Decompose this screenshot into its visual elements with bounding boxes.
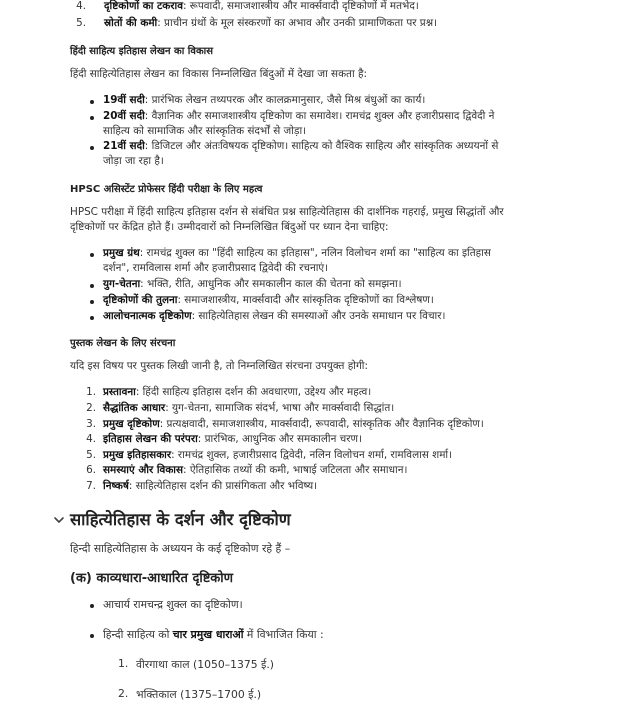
list-item: दृष्टिकोणों का टकराव: रूपवादी, समाजशास्त्रीय और मार्क्सवादी दृष्टिकोणों में मतभेद।	[104, 0, 419, 12]
bullet	[90, 253, 94, 257]
list-item-continuation: दर्शन", रामविलास शर्मा और हजारीप्रसाद द्विवेदी की रचनाएं।	[103, 262, 329, 274]
list-item: इतिहास लेखन की परंपरा: प्रारंभिक, आधुनिक और समकालीन चरण।	[103, 433, 362, 445]
section-heading: हिंदी साहित्य इतिहास लेखन का विकास	[70, 46, 213, 57]
paragraph: दृष्टिकोणों पर केंद्रित होते हैं। उम्मीदवारों को निम्नलिखित बिंदुओं पर ध्यान देना चाहिए:	[70, 221, 389, 233]
bullet	[90, 146, 94, 150]
list-number: 1.	[118, 657, 129, 670]
list-item: समस्याएं और विकास: ऐतिहासिक तथ्यों की कमी, भाषाई जटिलता और समाधान।	[103, 464, 408, 476]
bullet	[90, 100, 94, 104]
list-item-continuation: साहित्य को सामाजिक और सांस्कृतिक संदर्भों से जोड़ा।	[103, 125, 307, 137]
list-item: प्रमुख दृष्टिकोण: प्रत्यक्षवादी, समाजशास्त्रीय, मार्क्सवादी, रूपवादी, सांस्कृतिक और वैज्ञानिक दृष्टिकोण।	[103, 418, 484, 430]
list-number: 2.	[118, 687, 129, 700]
list-number: 7.	[86, 480, 96, 492]
bullet	[90, 604, 94, 608]
list-item: सैद्धांतिक आधार: युग-चेतना, सामाजिक संदर्भ, भाषा और मार्क्सवादी सिद्धांत।	[103, 402, 395, 414]
section-heading: HPSC असिस्टेंट प्रोफेसर हिंदी परीक्षा के लिए महत्व	[70, 184, 263, 195]
list-number: 3.	[86, 418, 96, 430]
paragraph: हिन्दी साहित्येतिहास के अध्ययन के कई दृष्टिकोण रहे हैं –	[70, 542, 291, 555]
list-number: 2.	[86, 402, 96, 414]
bullet	[90, 316, 94, 320]
section-heading: पुस्तक लेखन के लिए संरचना	[70, 338, 176, 349]
list-item-continuation: जोड़ा जा रहा है।	[103, 155, 164, 167]
list-item: प्रमुख इतिहासकार: रामचंद्र शुक्ल, हजारीप्रसाद द्विवेदी, नलिन विलोचन शर्मा, रामविलास शर्मा।	[103, 449, 453, 461]
list-number: 5.	[76, 17, 86, 29]
list-item: प्रस्तावना: हिंदी साहित्य इतिहास दर्शन की अवधारणा, उद्देश्य और महत्व।	[103, 386, 372, 398]
bullet	[90, 116, 94, 120]
subsection-title: (क) काव्यधारा-आधारित दृष्टिकोण	[70, 571, 234, 586]
bullet	[90, 284, 94, 288]
list-item: भक्तिकाल (1375–1700 ई.)	[136, 688, 262, 701]
list-item: 21वीं सदी: डिजिटल और अंतःविषयक दृष्टिकोण। साहित्य को वैश्विक साहित्य और सांस्कृतिक अध्ययनों से	[103, 140, 499, 152]
paragraph: HPSC परीक्षा में हिंदी साहित्य इतिहास दर्शन से संबंधित प्रश्न साहित्येतिहास की दार्शनिक गहराई, प्रमुख सिद्धांतों और	[70, 206, 504, 218]
list-item: निष्कर्ष: साहित्येतिहास दर्शन की प्रासंगिकता और भविष्य।	[103, 480, 318, 492]
paragraph: हिंदी साहित्येतिहास लेखन का विकास निम्नलिखित बिंदुओं में देखा जा सकता है:	[70, 68, 367, 80]
list-number: 4.	[76, 0, 86, 12]
list-number: 5.	[86, 449, 96, 461]
list-item: हिन्दी साहित्य को चार प्रमुख धाराओं में विभाजित किया :	[103, 628, 324, 641]
list-item: 20वीं सदी: वैज्ञानिक और समाजशास्त्रीय दृष्टिकोण का समावेश। रामचंद्र शुक्ल और हजारीप्रसाद द्विवेदी ने	[103, 110, 495, 122]
list-item: प्रमुख ग्रंथ: रामचंद्र शुक्ल का "हिंदी साहित्य का इतिहास", नलिन विलोचन शर्मा का "साहित्य का इतिहास	[103, 247, 491, 259]
section-title: साहित्येतिहास के दर्शन और दृष्टिकोण	[70, 510, 291, 529]
list-item: आचार्य रामचन्द्र शुक्ल का दृष्टिकोण।	[103, 598, 243, 611]
chevron-down-icon[interactable]	[52, 512, 66, 526]
list-number: 1.	[86, 386, 96, 398]
bullet	[90, 300, 94, 304]
list-item: स्रोतों की कमी: प्राचीन ग्रंथों के मूल संस्करणों का अभाव और उनकी प्रामाणिकता पर प्रश्न।	[104, 17, 438, 29]
list-number: 6.	[86, 464, 96, 476]
list-item: आलोचनात्मक दृष्टिकोण: साहित्येतिहास लेखन की समस्याओं और उनके समाधान पर विचार।	[103, 310, 446, 322]
list-number: 4.	[86, 433, 96, 445]
list-item: दृष्टिकोणों की तुलना: समाजशास्त्रीय, मार्क्सवादी और सांस्कृतिक दृष्टिकोणों का विश्लेषण।	[103, 294, 434, 306]
list-item: वीरगाथा काल (1050–1375 ई.)	[136, 658, 275, 671]
paragraph: यदि इस विषय पर पुस्तक लिखी जानी है, तो निम्नलिखित संरचना उपयुक्त होगी:	[70, 360, 368, 372]
list-item: युग-चेतना: भक्ति, रीति, आधुनिक और समकालीन काल की चेतना को समझना।	[103, 278, 402, 290]
bullet	[90, 634, 94, 638]
list-item: 19वीं सदी: प्रारंभिक लेखन तथ्यपरक और कालक्रमानुसार, जैसे मिश्र बंधुओं का कार्य।	[103, 94, 426, 106]
